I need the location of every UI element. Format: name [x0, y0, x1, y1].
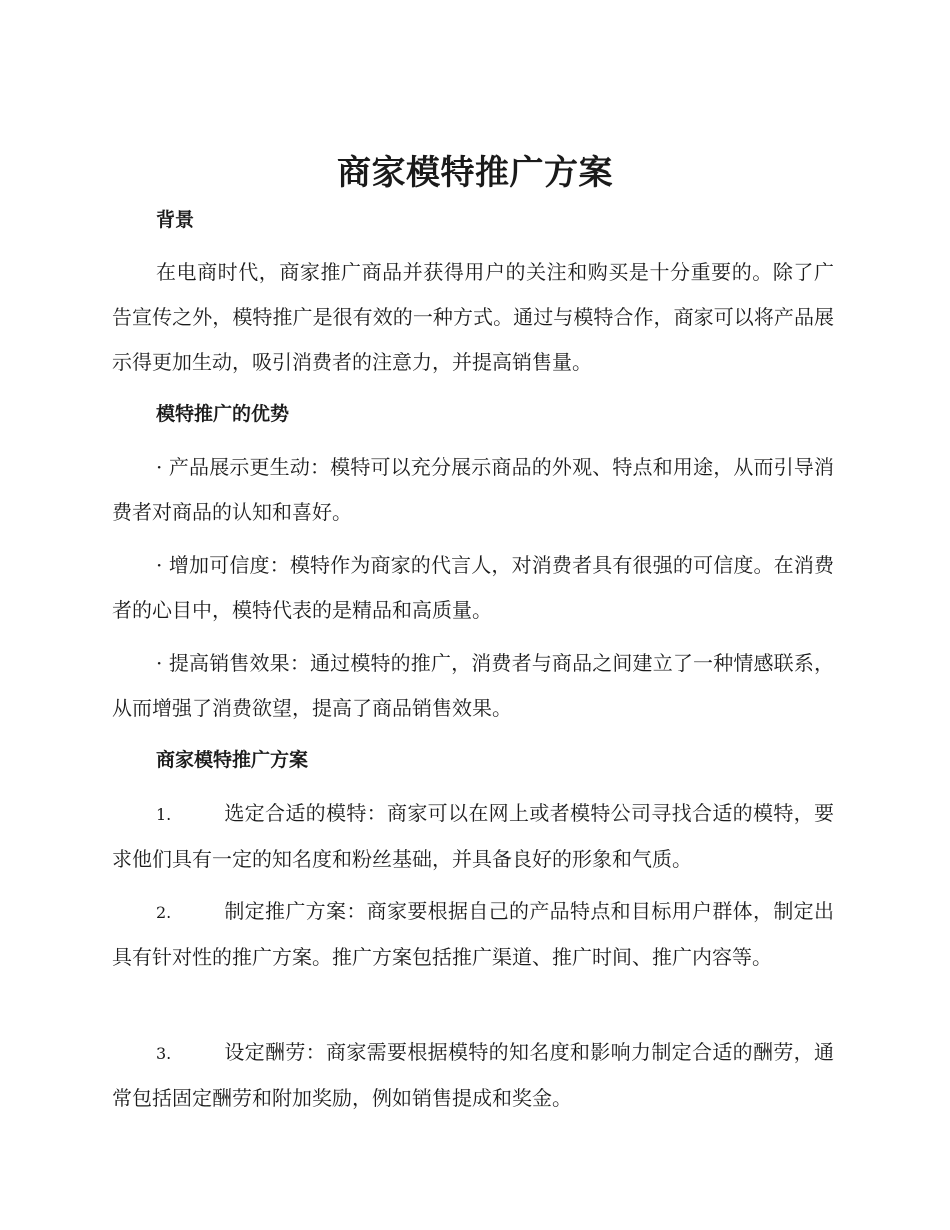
advantage-item: · 增加可信度：模特作为商家的代言人，对消费者具有很强的可信度。在消费者的心目中，模特代表的是精品和高质量。 [112, 553, 834, 622]
step-number: 3. [156, 1044, 172, 1063]
step-text: 选定合适的模特：商家可以在网上或者模特公司寻找合适的模特，要求他们具有一定的知名度和粉丝基础，并具备良好的形象和气质。 [112, 801, 834, 871]
plan-step [112, 1030, 834, 1121]
advantage-item: · 提高销售效果：通过模特的推广，消费者与商品之间建立了一种情感联系，从而增强了消费欲望，提高了商品销售效果。 [112, 651, 834, 720]
section-heading-advantages: 模特推广的优势 [156, 403, 290, 425]
section-heading-background: 背景 [156, 209, 195, 231]
document-title: 商家模特推广方案 [337, 153, 613, 193]
step-number: 1. [156, 805, 172, 824]
advantage-item: · 产品展示更生动：模特可以充分展示商品的外观、特点和用途，从而引导消费者对商品的认知和喜好。 [112, 455, 834, 524]
section-heading-plan: 商家模特推广方案 [156, 749, 309, 771]
step-number: 2. [156, 903, 172, 922]
background-paragraph: 在电商时代，商家推广商品并获得用户的关注和购买是十分重要的。除了广告宣传之外，模特推广是很有效的一种方式。通过与模特合作，商家可以将产品展示得更加生动，吸引消费者的注意力，并提高销售量。 [112, 260, 834, 374]
step-text: 设定酬劳：商家需要根据模特的知名度和影响力制定合适的酬劳，通常包括固定酬劳和附加奖励，例如销售提成和奖金。 [112, 1040, 834, 1110]
plan-step [112, 889, 834, 980]
step-text: 制定推广方案：商家要根据自己的产品特点和目标用户群体，制定出具有针对性的推广方案。推广方案包括推广渠道、推广时间、推广内容等。 [112, 899, 834, 969]
plan-step [112, 791, 834, 882]
